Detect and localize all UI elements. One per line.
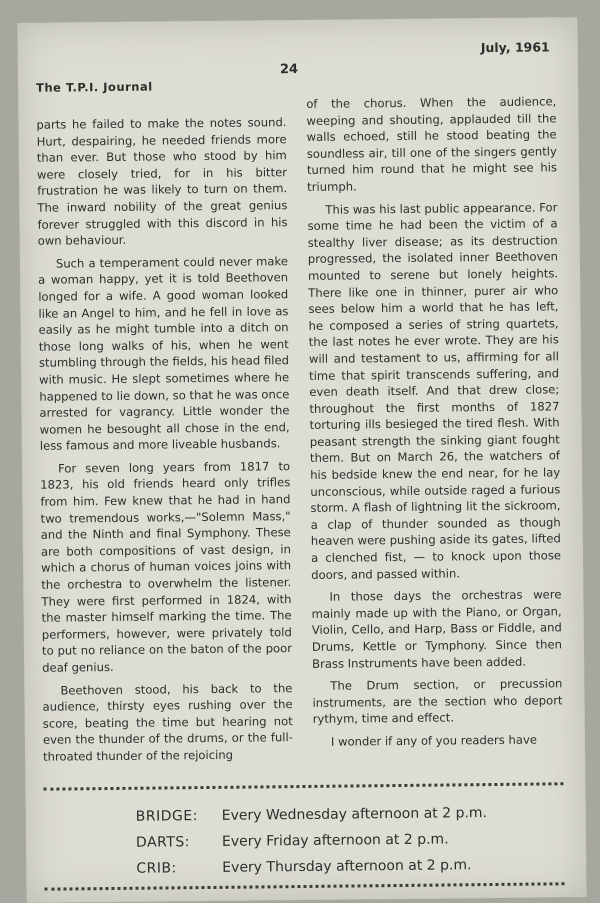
article-body <box>36 94 578 777</box>
paragraph: I wonder if any of you readers have <box>330 732 538 749</box>
paragraph: The Drum section, or precussion instruments, are the section who deport rythym, time and effect. <box>312 676 563 727</box>
activity-schedule <box>136 799 557 881</box>
paragraph: Such a temperament could never make a woman happy, yet it is told Beethoven longed for a wife. A good woman looked like an Angel to him, and he fell in love as easily as he might tumble into a ditch on those long walks of his, when he went stumbling through the fields, his head filed with music. He slept sometimes where he happened to lie down, so that he was once arrested for vagrancy. Little wonder the women he besought all chose in the end, less famous and more liveable husbands. <box>38 253 290 454</box>
left-column <box>36 114 293 771</box>
schedule-label: DARTS: <box>135 834 191 851</box>
schedule-text: Every Wednesday afternoon at 2 p.m. <box>221 805 488 824</box>
schedule-label: CRIB: <box>136 860 177 877</box>
dotted-divider <box>43 782 563 790</box>
journal-title: The T.P.I. Journal <box>36 79 153 95</box>
paragraph: Beethoven stood, his back to the audience, thirsty eyes rushing over the score, beating the time but hearing not even the thunder of the drums, or the full-throated thunder of the rejoicing <box>42 680 293 764</box>
journal-page <box>17 17 586 903</box>
paragraph: This was his last public appearance. For some time he had been the victim of a stealthy liver disease; as its destruction progressed, the isolated inner Beethoven mounted to serene but lonely heights. There like one in thinner, purer air who sees below him a world that he has left, he composed a series of string quartets, the last notes he ever wrote. They are his will and testament to us, affirming for all time that spirit transcends suffering, and even death itself. And that drew close; throughout the first months of 1827 torturing ills besieged the tired flesh. With peasant strength the sinking giant fought them. But on March 26, the watchers of his bedside knew the end near, for he lay unconscious, while outside raged a furious storm. A flash of lightning lit the sickroom, a clap of thunder sounded as though heaven were pushing aside its gates, lifted a clenched fist, — to knock upon those doors, and passed within. <box>307 199 562 582</box>
schedule-label: BRIDGE: <box>135 808 198 825</box>
issue-date: July, 1961 <box>480 39 550 56</box>
schedule-row <box>136 851 556 881</box>
right-column <box>306 93 563 756</box>
paragraph: parts he failed to make the notes sound. Hurt, despairing, he needed friends more than ever. But those who stood by him were closely tried, for in his bitter frustration he was likely to turn on them. The inward nobility of the great genius forever struggled with this discord in his own behaviour. <box>36 115 288 248</box>
schedule-text: Every Friday afternoon at 2 p.m. <box>221 831 449 850</box>
dotted-divider <box>44 882 564 890</box>
schedule-text: Every Thursday afternoon at 2 p.m. <box>222 857 472 876</box>
page-number: 24 <box>279 62 299 78</box>
paragraph: For seven long years from 1817 to 1823, his old friends heard only trifles from him. Few knew that he had in hand two tremendous works,—"Solemn Mass," and the Ninth and final Symphony. These are both compositions of vast design, in which a chorus of human voices joins with the orchestra to overwhelm the listener. They were first performed in 1824, with the master himself marking the time. The performers, however, were privately told to put no reliance on the baton of the poor deaf genius. <box>40 459 293 675</box>
paragraph: of the chorus. When the audience, weeping and shouting, applauded till the walls echoed, still he stood beating the soundless air, till one of the singers gently turned him round that he might see his triumph. <box>306 94 558 194</box>
paragraph: In those days the orchestras were mainly made up with the Piano, or Organ, Violin, Cello, and Harp, Bass or Fiddle, and Drums, Kettle or Tymphony. Since then Brass Instruments have been added. <box>311 587 563 671</box>
